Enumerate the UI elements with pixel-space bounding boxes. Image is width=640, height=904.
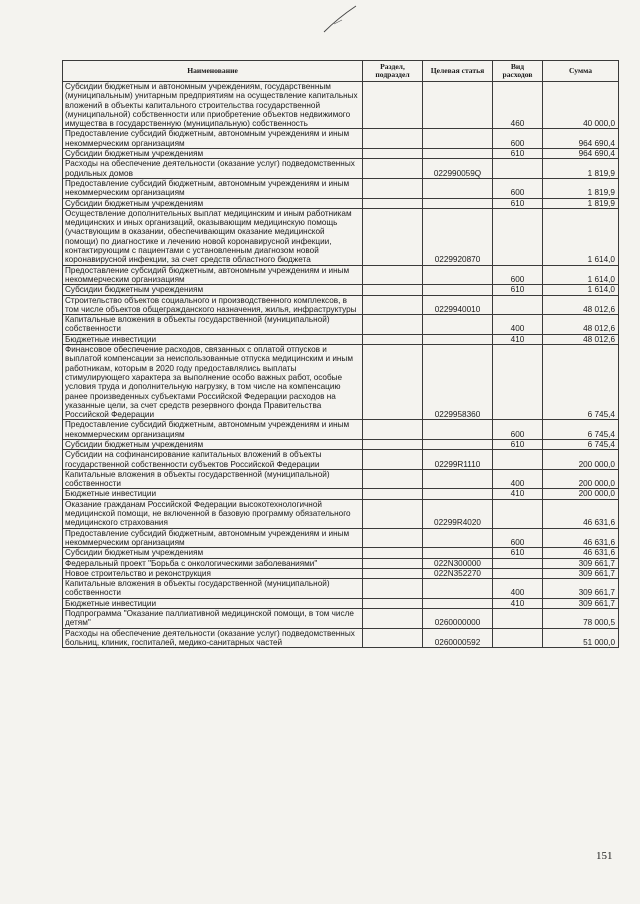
table-row [63,178,619,198]
cell-sum: 6 745,4 [543,345,619,420]
table-row [63,609,619,629]
cell-section [363,178,423,198]
cell-sum: 1 614,0 [543,265,619,285]
cell-section [363,285,423,295]
cell-sum: 78 000,5 [543,609,619,629]
cell-kind [493,609,543,629]
table-row [63,628,619,648]
cell-name: Предоставление субсидий бюджетным, автономным учреждениям и иным некоммерческим организациям [63,178,363,198]
cell-target [423,528,493,548]
cell-kind: 600 [493,265,543,285]
cell-kind: 410 [493,598,543,608]
cell-section [363,558,423,568]
cell-section [363,208,423,265]
cell-target [423,285,493,295]
table-row [63,149,619,159]
budget-table-container [62,60,618,648]
cell-sum: 46 631,6 [543,548,619,558]
pen-stroke-mark [320,4,360,34]
cell-section [363,489,423,499]
cell-sum: 48 012,6 [543,315,619,335]
cell-sum: 1 614,0 [543,208,619,265]
cell-kind [493,345,543,420]
budget-table [62,60,619,648]
table-row [63,208,619,265]
cell-kind [493,499,543,528]
cell-target [423,548,493,558]
header-section: Раздел, подраздел [363,61,423,82]
cell-kind: 610 [493,198,543,208]
cell-sum: 46 631,6 [543,499,619,528]
cell-name: Подпрограмма "Оказание паллиативной медицинской помощи, в том числе детям" [63,609,363,629]
cell-target [423,598,493,608]
cell-sum: 48 012,6 [543,334,619,344]
cell-sum: 309 661,7 [543,568,619,578]
table-row [63,548,619,558]
cell-kind [493,208,543,265]
cell-sum: 309 661,7 [543,579,619,599]
page-number: 151 [596,850,613,862]
cell-target [423,439,493,449]
cell-sum: 6 745,4 [543,439,619,449]
table-row [63,345,619,420]
table-row [63,499,619,528]
cell-sum: 200 000,0 [543,489,619,499]
cell-target [423,178,493,198]
cell-kind [493,558,543,568]
table-row [63,579,619,599]
cell-sum: 40 000,0 [543,82,619,129]
cell-section [363,598,423,608]
cell-target [423,469,493,489]
cell-target [423,82,493,129]
table-row [63,420,619,440]
cell-name: Оказание гражданам Российской Федерации высокотехнологичной медицинской помощи, не включенной в базовую программу обязательного медицинского страхования [63,499,363,528]
cell-target: 02299R1110 [423,450,493,470]
header-sum: Сумма [543,61,619,82]
cell-sum: 51 000,0 [543,628,619,648]
table-row [63,198,619,208]
cell-name: Расходы на обеспечение деятельности (оказание услуг) подведомственных больниц, клиник, госпиталей, медико-санитарных частей [63,628,363,648]
cell-name: Расходы на обеспечение деятельности (оказание услуг) подведомственных родильных домов [63,159,363,179]
cell-kind: 600 [493,178,543,198]
cell-section [363,315,423,335]
cell-target: 022N300000 [423,558,493,568]
cell-target [423,265,493,285]
cell-kind: 610 [493,439,543,449]
table-row [63,334,619,344]
cell-target: 0260000000 [423,609,493,629]
cell-kind [493,159,543,179]
cell-kind: 400 [493,469,543,489]
cell-section [363,345,423,420]
table-row [63,469,619,489]
cell-section [363,568,423,578]
cell-target: 0260000592 [423,628,493,648]
cell-kind [493,628,543,648]
cell-kind: 410 [493,489,543,499]
cell-name: Капитальные вложения в объекты государственной (муниципальной) собственности [63,469,363,489]
cell-section [363,528,423,548]
cell-sum: 200 000,0 [543,450,619,470]
cell-name: Субсидии бюджетным и автономным учреждениям, государственным (муниципальным) унитарным предприятиям на осуществление капитальных вложений в объекты капитального строительства государственной (муниципальной) собственности или приобретение объектов недвижимого имущества в государственную (муниципальную) собственность [63,82,363,129]
table-body [63,82,619,648]
cell-section [363,609,423,629]
cell-name: Финансовое обеспечение расходов, связанных с оплатой отпусков и выплатой компенсации за неиспользованные отпуска медицинским и иным работникам, которым в 2020 году предоставлялись выплаты стимулирующего характера за выполнение особо важных работ, особые условия труда и дополнительную нагрузку, в том числе на компенсацию ранее произведенных субъектами Российской Федерации расходов на указанные цели, за счет средств резервного фонда Правительства Российской Федерации [63,345,363,420]
cell-name: Федеральный проект "Борьба с онкологическими заболеваниями" [63,558,363,568]
cell-name: Субсидии бюджетным учреждениям [63,198,363,208]
cell-sum: 48 012,6 [543,295,619,315]
table-row [63,528,619,548]
cell-name: Субсидии бюджетным учреждениям [63,548,363,558]
cell-target [423,579,493,599]
cell-sum: 964 690,4 [543,129,619,149]
cell-target [423,315,493,335]
cell-sum: 1 819,9 [543,198,619,208]
table-row [63,315,619,335]
cell-target: 02299R4020 [423,499,493,528]
table-row [63,265,619,285]
cell-section [363,439,423,449]
cell-name: Предоставление субсидий бюджетным, автономным учреждениям и иным некоммерческим организациям [63,528,363,548]
cell-kind [493,295,543,315]
cell-name: Предоставление субсидий бюджетным, автономным учреждениям и иным некоммерческим организациям [63,129,363,149]
cell-name: Бюджетные инвестиции [63,598,363,608]
cell-target [423,334,493,344]
cell-name: Строительство объектов социального и производственного комплексов, в том числе объектов общегражданского назначения, жилья, инфраструктуры [63,295,363,315]
cell-name: Бюджетные инвестиции [63,334,363,344]
cell-target [423,489,493,499]
table-row [63,129,619,149]
cell-sum: 200 000,0 [543,469,619,489]
cell-section [363,499,423,528]
cell-name: Субсидии бюджетным учреждениям [63,439,363,449]
cell-name: Субсидии бюджетным учреждениям [63,149,363,159]
cell-target [423,420,493,440]
cell-section [363,295,423,315]
cell-target: 0229920870 [423,208,493,265]
table-row [63,558,619,568]
cell-section [363,82,423,129]
cell-kind: 400 [493,315,543,335]
cell-kind: 410 [493,334,543,344]
table-row [63,82,619,129]
cell-sum: 1 614,0 [543,285,619,295]
cell-kind [493,450,543,470]
cell-section [363,198,423,208]
cell-name: Бюджетные инвестиции [63,489,363,499]
cell-kind: 600 [493,420,543,440]
cell-target: 0229958360 [423,345,493,420]
cell-section [363,159,423,179]
cell-sum: 1 819,9 [543,178,619,198]
cell-target: 022990059Q [423,159,493,179]
cell-target: 022N352270 [423,568,493,578]
cell-name: Предоставление субсидий бюджетным, автономным учреждениям и иным некоммерческим организациям [63,265,363,285]
cell-section [363,149,423,159]
cell-section [363,628,423,648]
cell-kind: 460 [493,82,543,129]
cell-kind: 610 [493,285,543,295]
cell-section [363,265,423,285]
cell-section [363,469,423,489]
cell-kind: 610 [493,149,543,159]
table-row [63,568,619,578]
table-row [63,450,619,470]
cell-kind: 400 [493,579,543,599]
cell-kind [493,568,543,578]
cell-sum: 1 819,9 [543,159,619,179]
cell-target [423,129,493,149]
table-row [63,285,619,295]
cell-kind: 600 [493,129,543,149]
cell-name: Капитальные вложения в объекты государственной (муниципальной) собственности [63,315,363,335]
cell-name: Предоставление субсидий бюджетным, автономным учреждениям и иным некоммерческим организациям [63,420,363,440]
cell-kind: 610 [493,548,543,558]
cell-section [363,450,423,470]
table-row [63,439,619,449]
cell-sum: 309 661,7 [543,598,619,608]
table-row [63,159,619,179]
cell-target [423,198,493,208]
cell-section [363,420,423,440]
cell-sum: 46 631,6 [543,528,619,548]
cell-name: Осуществление дополнительных выплат медицинским и иным работникам медицинских и иных организаций, оказывающим медицинскую помощь (участвующим в оказании, обеспечивающим оказание медицинской помощи) по диагностике и лечению новой коронавирусной инфекции, контактирующим с пациентами с установленным диагнозом новой коронавирусной инфекции, за счет средств областного бюджета [63,208,363,265]
cell-kind: 600 [493,528,543,548]
header-kind: Вид расходов [493,61,543,82]
cell-section [363,334,423,344]
table-row [63,295,619,315]
cell-section [363,129,423,149]
header-target: Целевая статья [423,61,493,82]
cell-target [423,149,493,159]
cell-sum: 964 690,4 [543,149,619,159]
cell-name: Новое строительство и реконструкция [63,568,363,578]
cell-name: Капитальные вложения в объекты государственной (муниципальной) собственности [63,579,363,599]
header-name: Наименование [63,61,363,82]
cell-sum: 309 661,7 [543,558,619,568]
cell-sum: 6 745,4 [543,420,619,440]
cell-name: Субсидии на софинансирование капитальных вложений в объекты государственной собственности субъектов Российской Федерации [63,450,363,470]
cell-section [363,579,423,599]
cell-target: 0229940010 [423,295,493,315]
cell-section [363,548,423,558]
cell-name: Субсидии бюджетным учреждениям [63,285,363,295]
table-row [63,598,619,608]
table-row [63,489,619,499]
table-header-row [63,61,619,82]
